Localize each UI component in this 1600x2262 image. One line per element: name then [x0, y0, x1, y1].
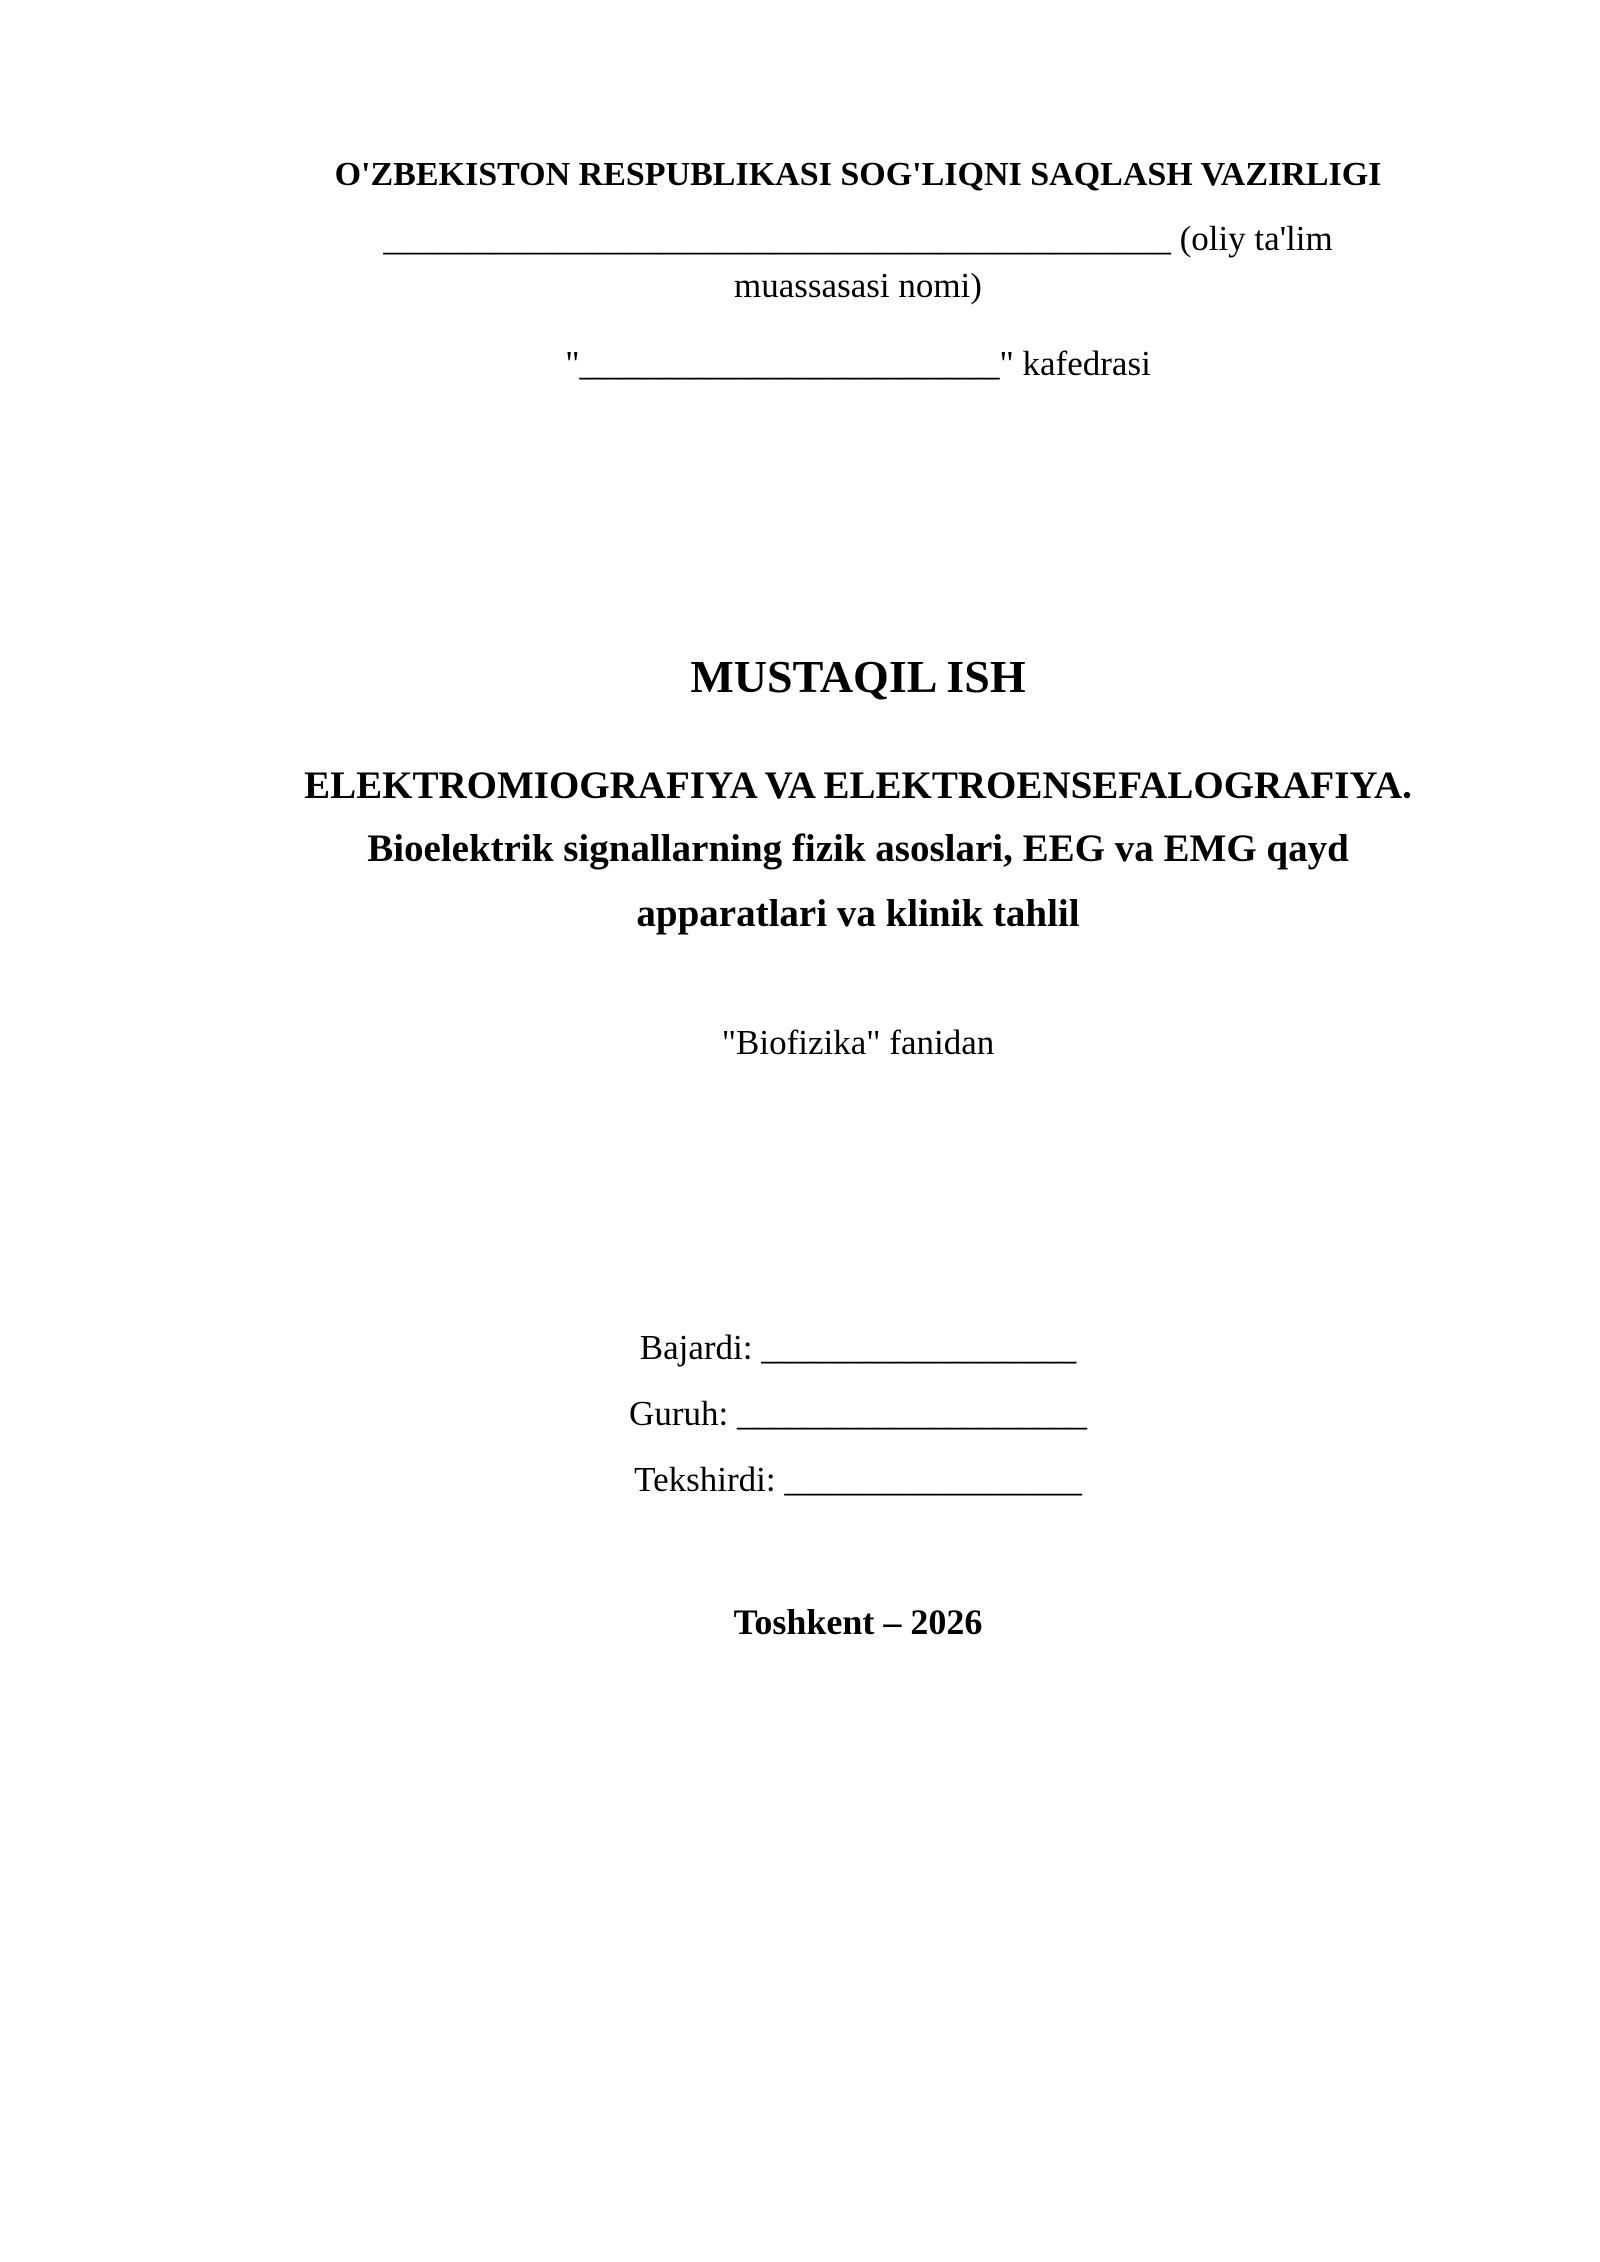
topic-title-line-2: Bioelektrik signallarning fizik asoslari, EEG va EMG qayd	[367, 827, 1349, 870]
place-and-year: Toshkent – 2026	[733, 1602, 983, 1642]
group-field: Guruh: ____________________	[629, 1394, 1087, 1433]
topic-title-line-1: ELEKTROMIOGRAFIYA VA ELEKTROENSEFALOGRAFIYA.	[304, 764, 1412, 807]
work-type-title: MUSTAQIL ISH	[690, 651, 1026, 702]
topic-title-line-3: apparatlari va klinik tahlil	[636, 892, 1080, 935]
performed-by-field: Bajardi: __________________	[639, 1328, 1077, 1367]
institution-name-caption: muassasasi nomi)	[734, 266, 982, 305]
department-name: "________________________" kafedrasi	[565, 344, 1151, 383]
institution-name-line: _____________________________________________ (oliy ta'lim	[383, 219, 1333, 258]
subject-name: "Biofizika" fanidan	[721, 1023, 995, 1062]
checked-by-field: Tekshirdi: _________________	[634, 1460, 1082, 1499]
ministry-name: O'ZBEKISTON RESPUBLIKASI SOG'LIQNI SAQLASH VAZIRLIGI	[334, 156, 1382, 193]
